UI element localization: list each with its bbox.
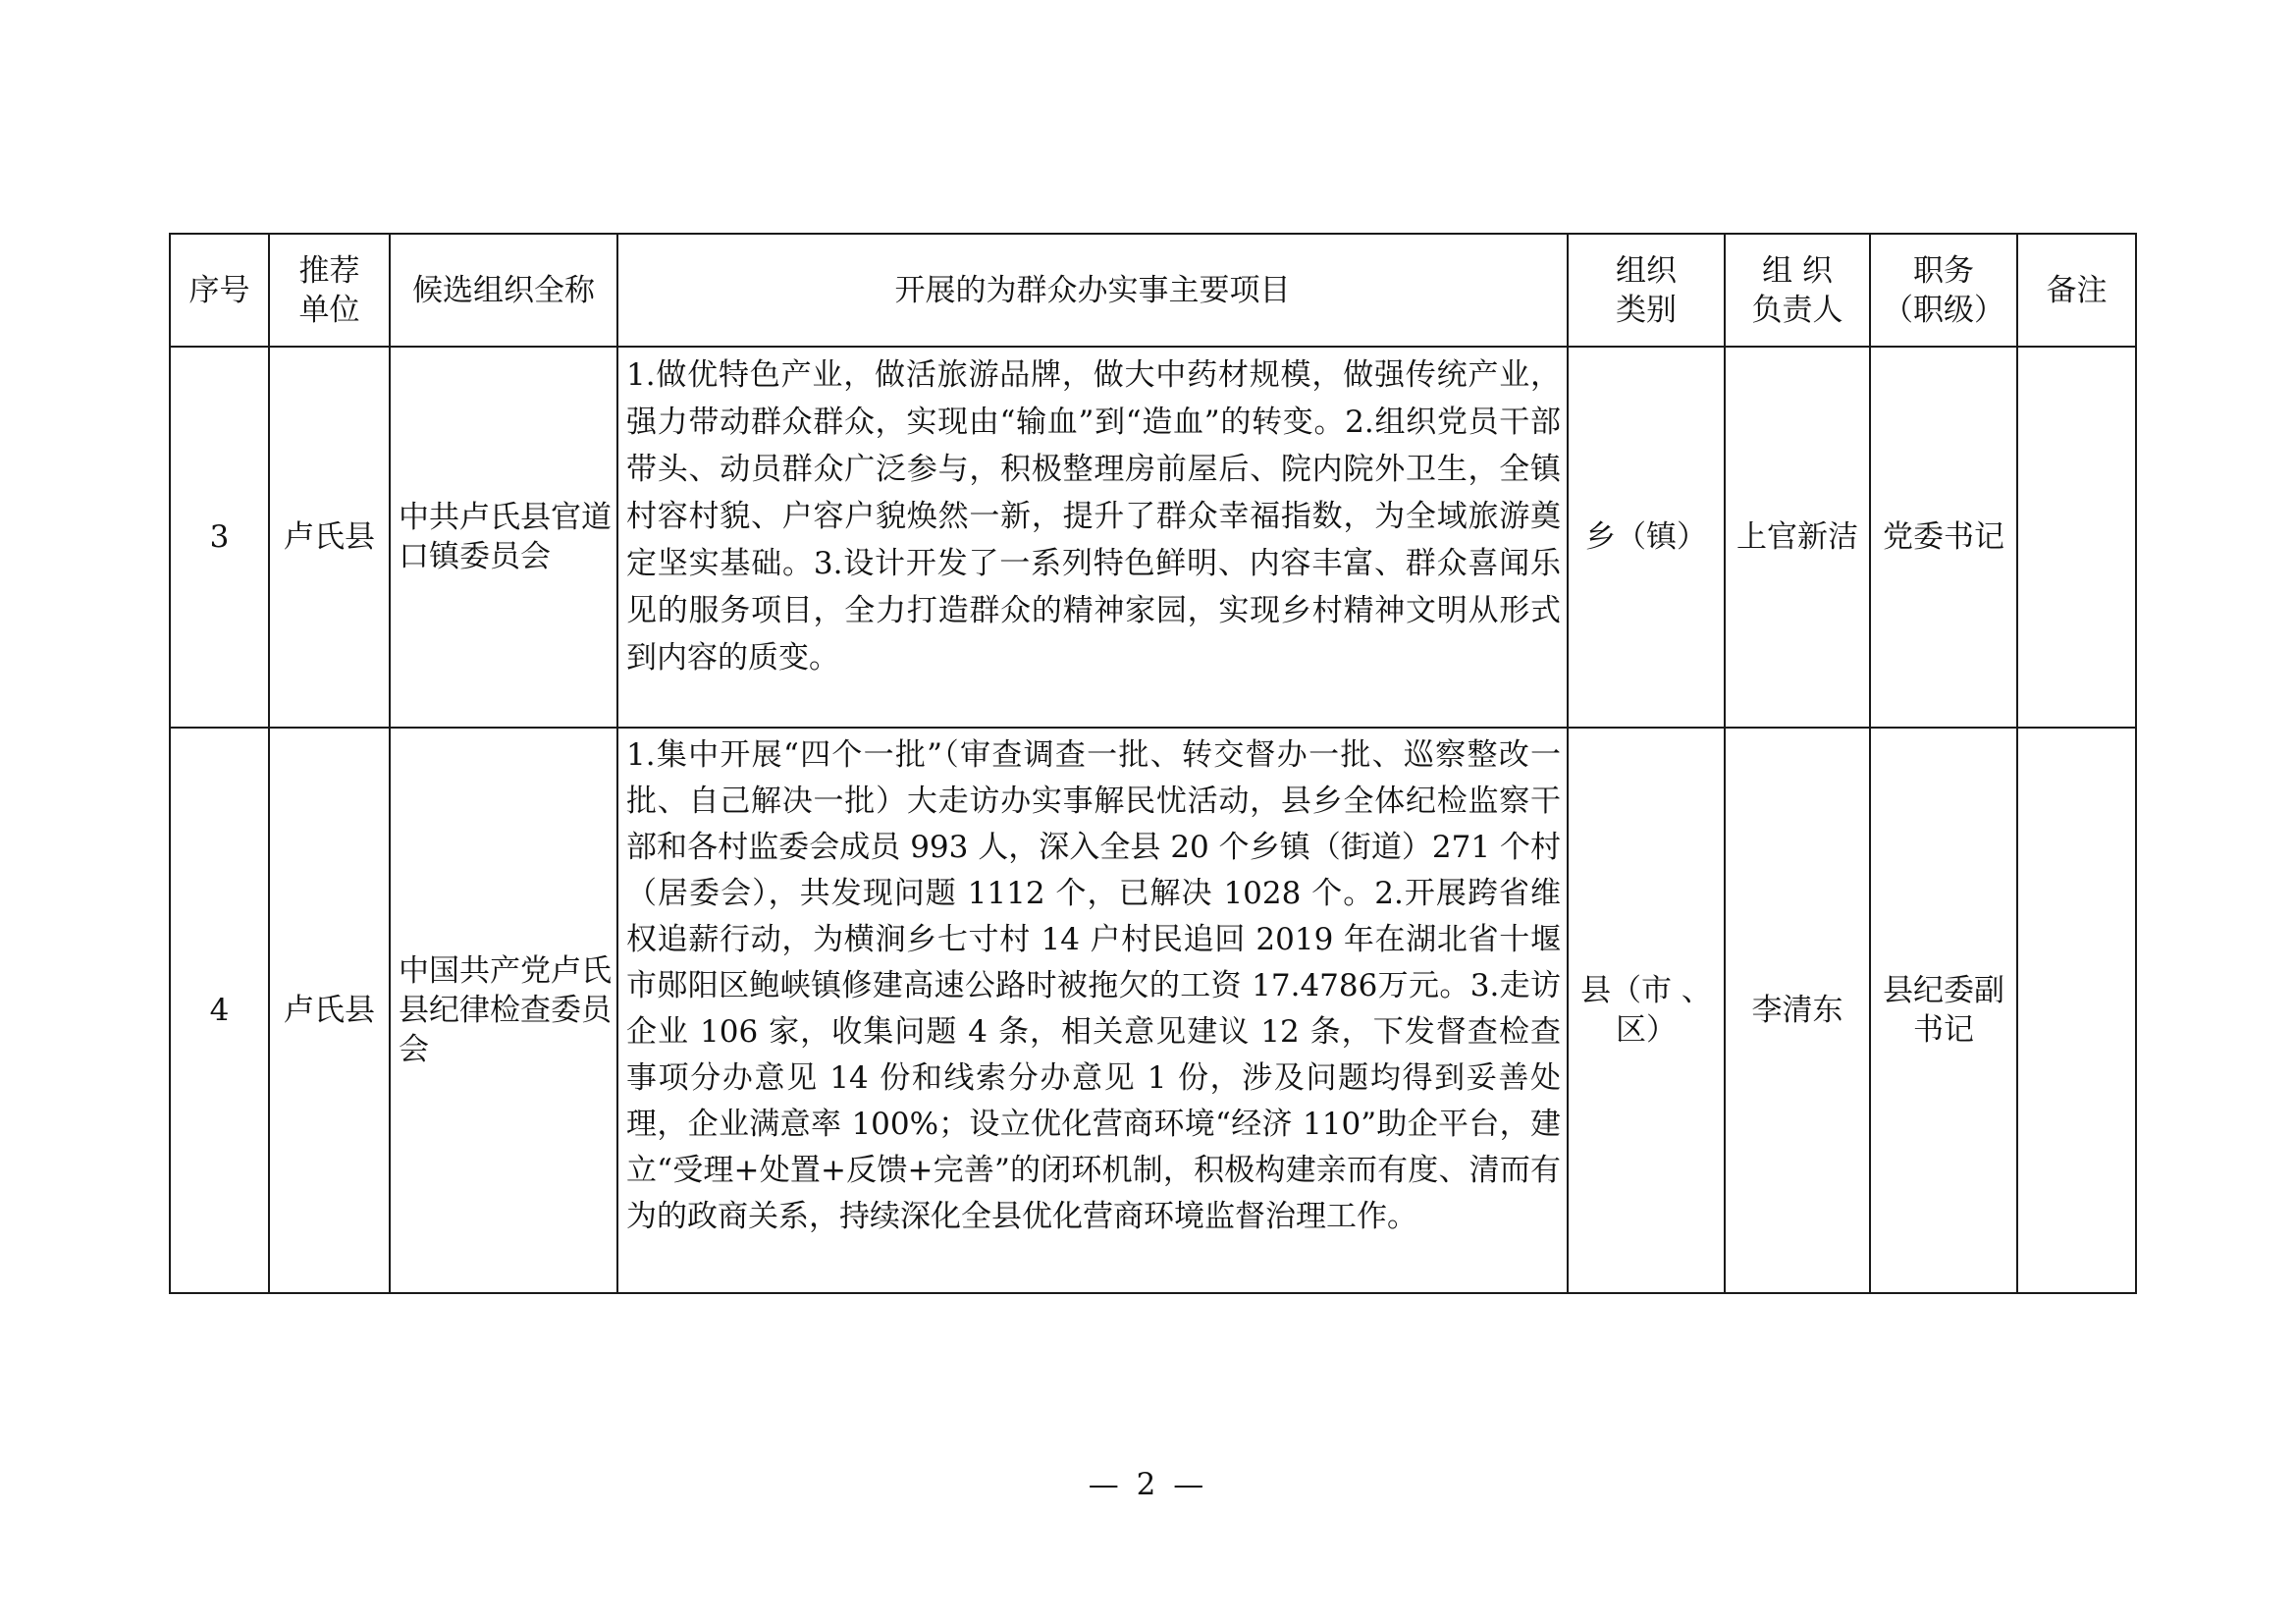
cell-position: 县纪委副书记 [1870, 728, 2017, 1293]
candidate-organization-table [169, 233, 2137, 1294]
header-position-line1: 职务 [1913, 252, 1974, 289]
table-row [170, 347, 2136, 728]
header-seq [170, 234, 269, 347]
header-org-name [390, 234, 617, 347]
cell-remark [2017, 728, 2136, 1293]
cell-seq: 3 [170, 347, 269, 728]
header-projects [617, 234, 1568, 347]
header-org-name-label: 候选组织全称 [412, 272, 595, 308]
header-leader-line2: 负责人 [1751, 292, 1843, 328]
header-recommender [269, 234, 390, 347]
page-number: — 2 — [1088, 1467, 1208, 1502]
cell-org-type: 乡（镇） [1568, 347, 1725, 728]
cell-position: 党委书记 [1870, 347, 2017, 728]
cell-recommender: 卢氏县 [269, 728, 390, 1293]
header-position [1870, 234, 2017, 347]
cell-seq: 4 [170, 728, 269, 1293]
cell-recommender: 卢氏县 [269, 347, 390, 728]
header-org-type-line1: 组织 [1616, 252, 1677, 289]
table-header-row [170, 234, 2136, 347]
table-row [170, 728, 2136, 1293]
header-projects-label: 开展的为群众办实事主要项目 [894, 272, 1291, 308]
cell-projects: 1.做优特色产业，做活旅游品牌，做大中药材规模，做强传统产业，强力带动群众群众，实现由“输血”到“造血”的转变。2.组织党员干部带头、动员群众广泛参与，积极整理房前屋后、院内院外卫生，全镇村容村貌、户容户貌焕然一新，提升了群众幸福指数，为全域旅游奠定坚实基础。3.设计开发了一系列特色鲜明、内容丰富、群众喜闻乐见的服务项目，全力打造群众的精神家园，实现乡村精神文明从形式到内容的质变。 [617, 347, 1568, 728]
header-recommender-line1: 推荐 [298, 252, 360, 289]
cell-org-name: 中国共产党卢氏县纪律检查委员会 [390, 728, 617, 1293]
cell-projects: 1.集中开展“四个一批”（审查调查一批、转交督办一批、巡察整改一批、自己解决一批）大走访办实事解民忧活动，县乡全体纪检监察干部和各村监委会成员 993 人，深入全县 20 个乡镇（街道）271 个村（居委会），共发现问题 1112 个，已解决 1028 个。2.开展跨省维权追薪行动，为横涧乡七寸村 14 户村民追回 2019 年在湖北省十堰市郧阳区鲍峡镇修建高速公路时被拖欠的工资 17.4786万元。3.走访企业 106 家，收集问题 4 条，相关意见建议 12 条，下发督查检查事项分办意见 14 份和线索分办意见 1 份，涉及问题均得到妥善处理，企业满意率 100%；设立优化营商环境“经济 110”助企平台，建立“受理+处置+反馈+完善”的闭环机制，积极构建亲而有度、清而有为的政商关系，持续深化全县优化营商环境监督治理工作。 [617, 728, 1568, 1293]
header-remark-label: 备注 [2046, 272, 2108, 308]
cell-org-type: 县（市 、区） [1568, 728, 1725, 1293]
header-recommender-line2: 单位 [298, 292, 360, 328]
cell-leader: 李清东 [1725, 728, 1870, 1293]
header-seq-label: 序号 [188, 272, 250, 308]
header-leader-line1: 组 织 [1762, 252, 1833, 289]
cell-org-name: 中共卢氏县官道口镇委员会 [390, 347, 617, 728]
header-org-type-line2: 类别 [1616, 292, 1677, 328]
cell-remark [2017, 347, 2136, 728]
cell-leader: 上官新洁 [1725, 347, 1870, 728]
header-leader [1725, 234, 1870, 347]
header-org-type [1568, 234, 1725, 347]
header-remark [2017, 234, 2136, 347]
header-position-line2: （职级） [1883, 292, 2004, 328]
